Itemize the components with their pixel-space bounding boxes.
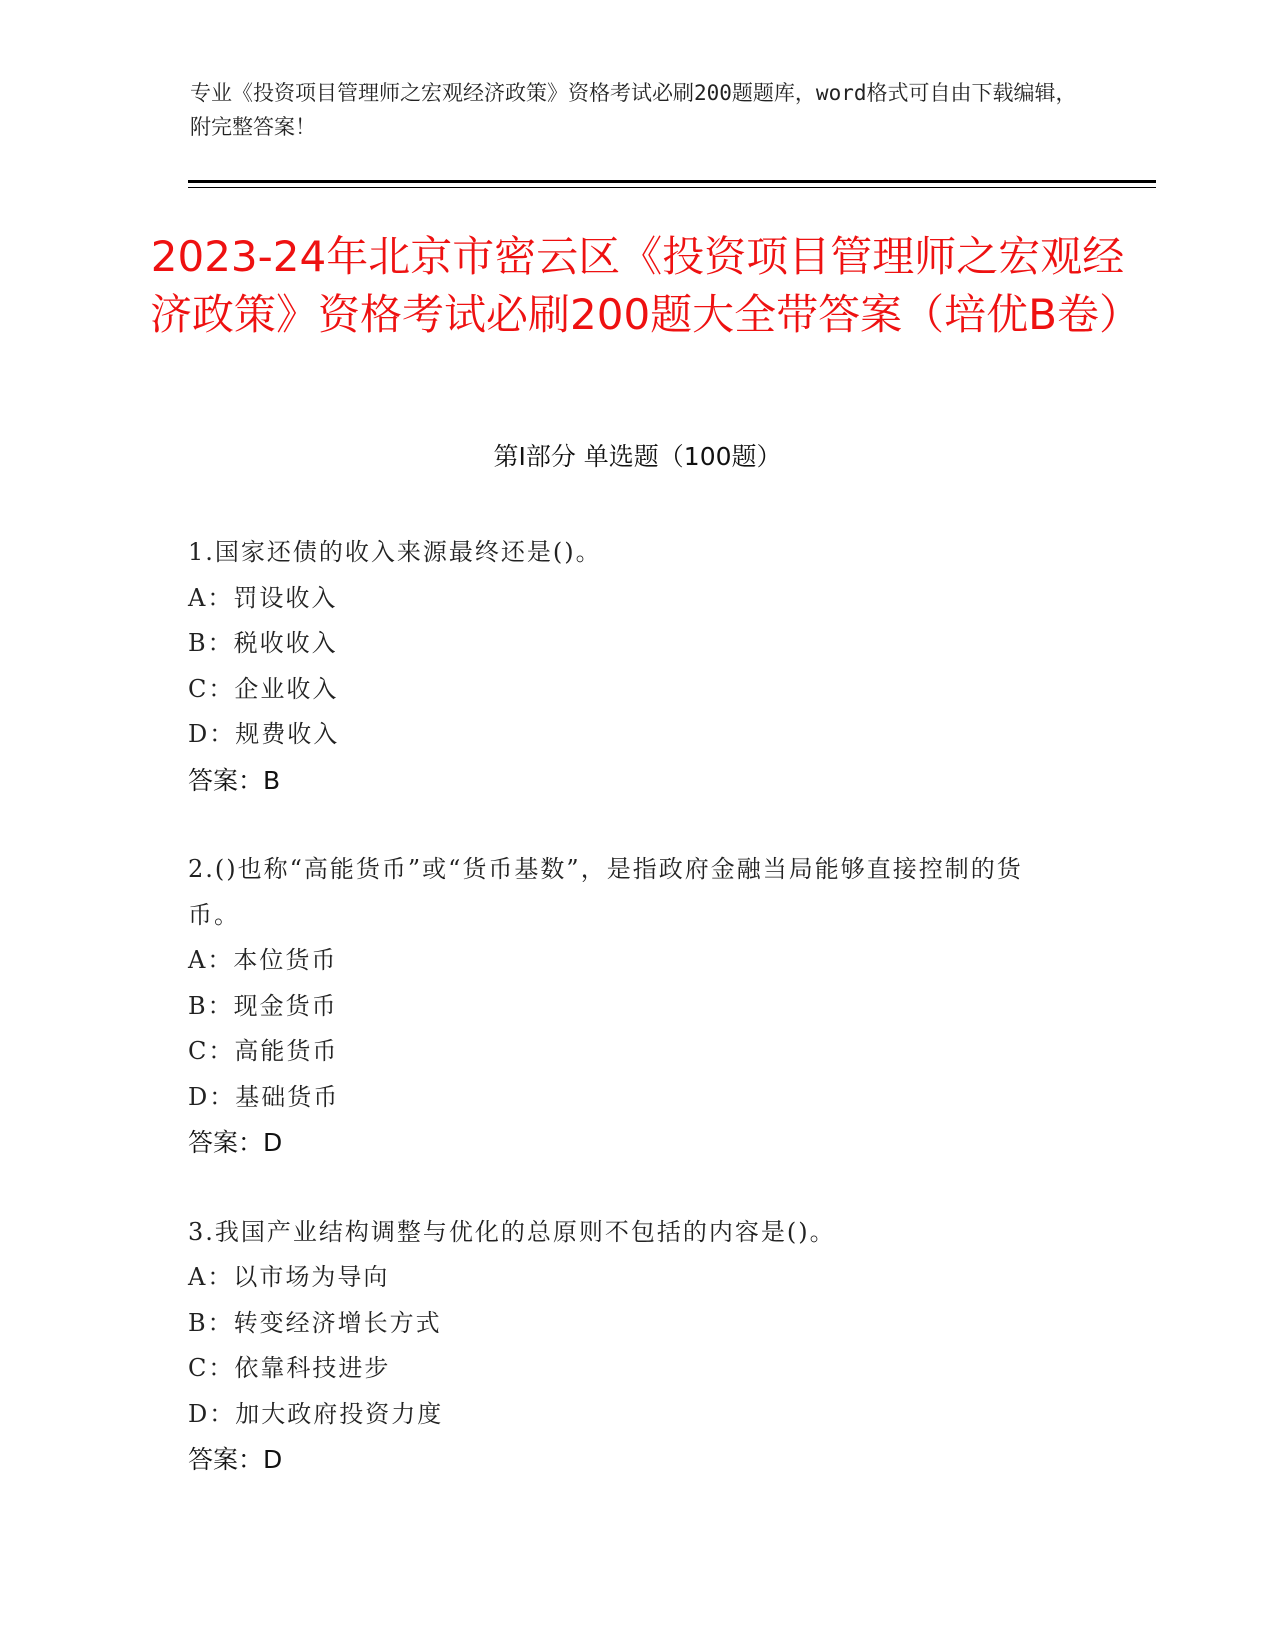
question-stem: 3.我国产业结构调整与优化的总原则不包括的内容是()。 [188,1217,836,1246]
header-rule-thick [188,180,1156,183]
document-title: 2023-24年北京市密云区《投资项目管理师之宏观经济政策》资格考试必刷200题大全带答案（培优B卷） [150,232,1141,339]
answer: 答案：B [188,765,281,795]
header-rule-thin [188,187,1156,188]
option-d: D：加大政府投资力度 [188,1399,444,1428]
option-d: D：规费收入 [188,720,340,748]
option-c: C：企业收入 [188,674,339,703]
option-c: C：依靠科技进步 [188,1354,391,1382]
option-c: C：高能货币 [188,1037,339,1065]
option-a: A：以市场为导向 [188,1263,390,1291]
header-note: 专业《投资项目管理师之宏观经济政策》资格考试必刷200题题库，word格式可自由下载编辑，附完整答案！ [190,81,1077,139]
option-a: A：罚设收入 [188,583,338,612]
option-a: A：本位货币 [188,946,338,974]
option-b: B：转变经济增长方式 [188,1308,442,1337]
answer: 答案：D [188,1128,283,1157]
option-b: B：现金货币 [188,991,338,1020]
option-d: D：基础货币 [188,1082,340,1111]
question-stem: 2.()也称“高能货币”或“货币基数”，是指政府金融当局能够直接控制的货币。 [188,855,1023,929]
question-stem: 1.国家还债的收入来源最终还是()。 [188,538,602,566]
section-title: 第I部分 单选题（100题） [493,442,782,471]
option-b: B：税收收入 [188,629,338,657]
question-3 [188,1210,1068,1483]
question-list [188,530,1068,1527]
question-1 [188,530,1068,803]
question-2 [188,847,1068,1166]
answer: 答案：D [188,1445,283,1474]
